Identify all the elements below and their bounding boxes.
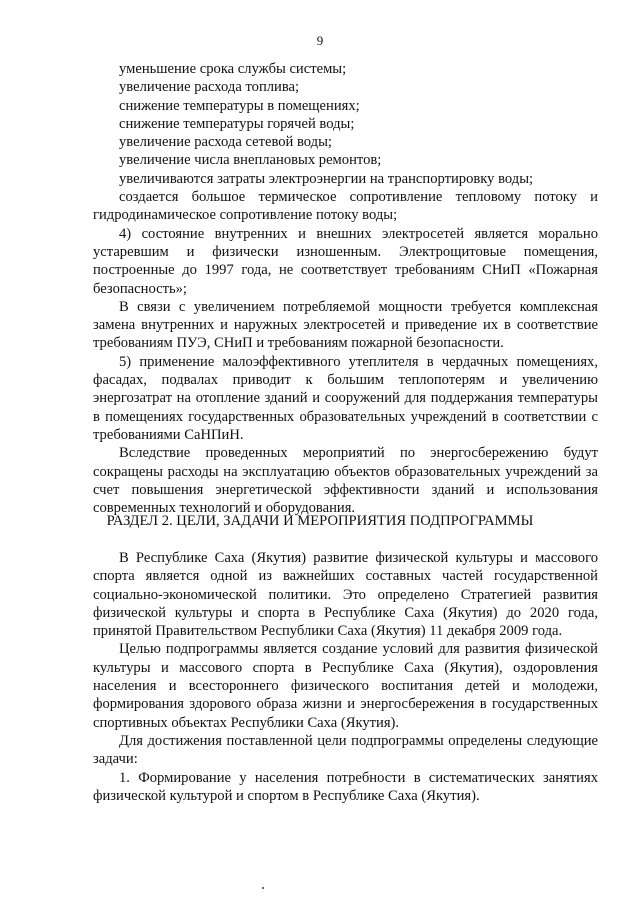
paragraph: 1. Формирование у населения потребности в систематических занятиях физической культурой и спортом в Республике Саха (Якутия). [93, 769, 598, 804]
paragraph: Целью подпрограммы является создание условий для развития физической культуры и массового спорта в Республике Саха (Якутия), оздоровления населения и всестороннего физического воспитания детей и молодежи, формирования здорового образа жизни и энергосбережения в государственных спортивных объектах Республики Саха (Якутия). [93, 641, 598, 731]
page-number: 9 [316, 33, 324, 48]
list-item: снижение температуры горячей воды; [119, 115, 355, 132]
paragraph: В Республике Саха (Якутия) развитие физической культуры и массового спорта является одной из важнейших составных частей государственной социально-экономической политики. Это определено Стратегией развития физической культуры и спорта в Республике Саха (Якутия) до 2020 года, принятой Правительством Республики Саха (Якутия) 11 декабря 2009 года. [93, 550, 598, 640]
list-item: уменьшение срока службы системы; [119, 61, 347, 77]
paragraph: В связи с увеличением потребляемой мощности требуется комплексная замена внутренних и наружных электросетей и приведение их в соответствие требованиям ПУЭ, СНиП и требованиям пожарной безопасности. [93, 298, 598, 352]
list-item: увеличение расхода сетевой воды; [119, 134, 332, 151]
body-text-part2 [93, 549, 598, 805]
paragraph: 4) состояние внутренних и внешних электросетей является морально устаревшим и физически изношенным. Электрощитовые помещения, построенные до 1997 года, не соответствует требованиям СНиП «Пожарная безопасность»; [93, 225, 598, 297]
paragraph: 5) применение малоэффективного утеплителя в чердачных помещениях, фасадах, подвалах приводит к большим теплопотерям и увеличению энергозатрат на отопление зданий и сооружений для поддержания температуры в помещениях государственных образовательных учреждений в соответствии с требованиями СаНПиН. [93, 353, 598, 443]
paragraph: Вследствие проведенных мероприятий по энергосбережению будут сокращены расходы на эксплуатацию объектов образовательных учреждений за счет повышения энергетической эффективности зданий и использования современных технологий и оборудования. [93, 445, 598, 517]
scan-speck [262, 887, 264, 889]
paragraph: создается большое термическое сопротивление тепловому потоку и гидродинамическое сопротивление потоку воды; [93, 189, 598, 224]
list-item: увеличение расхода топлива; [119, 79, 300, 96]
list-item: снижение температуры в помещениях; [119, 97, 360, 114]
paragraph: Для достижения поставленной цели подпрограммы определены следующие задачи: [93, 732, 598, 768]
list-item: увеличиваются затраты электроэнергии на транспортировку воды; [119, 170, 534, 187]
list-item: увеличение числа внеплановых ремонтов; [119, 152, 382, 169]
body-text-part1 [93, 60, 598, 517]
section-title: РАЗДЕЛ 2. ЦЕЛИ, ЗАДАЧИ И МЕРОПРИЯТИЯ ПОДПРОГРАММЫ [106, 513, 534, 529]
